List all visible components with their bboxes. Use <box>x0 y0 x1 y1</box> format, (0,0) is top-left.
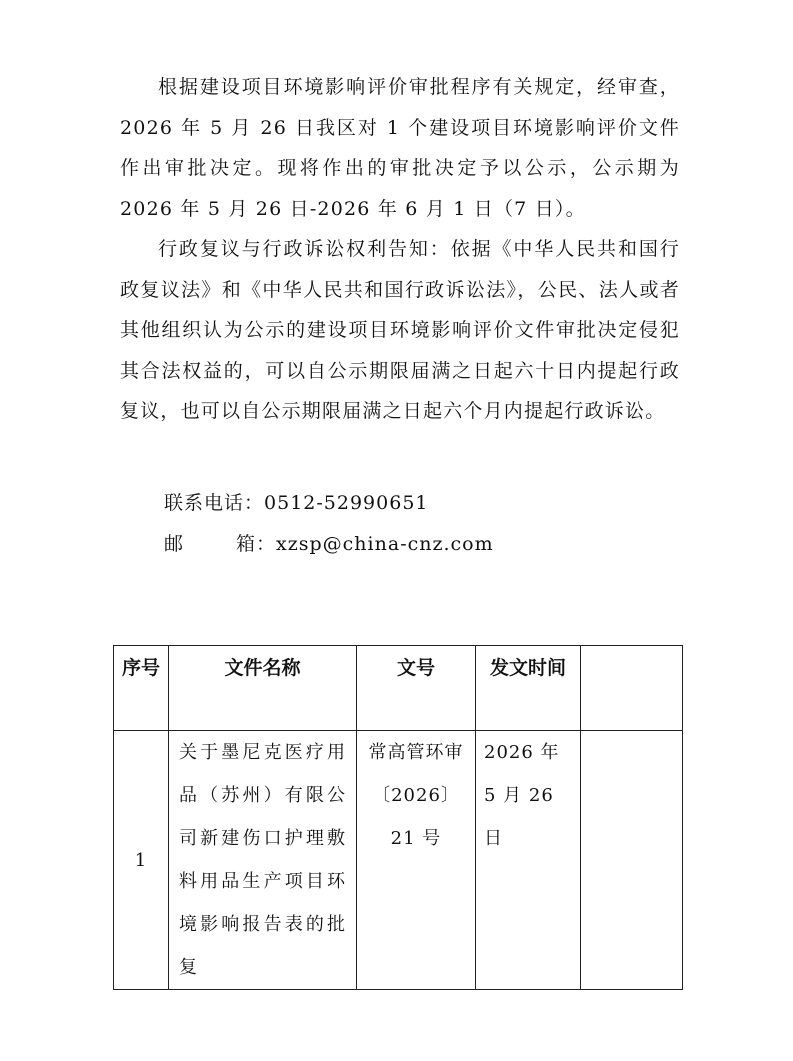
notice-paragraph-approval: 根据建设项目环境影响评价审批程序有关规定，经审查，2026 年 5 月 26 日我区对 1 个建设项目环境影响评价文件作出审批决定。现将作出的审批决定予以公示，公示期为 2026 年 5 月 26 日-2026 年 6 月 1 日（7 日）。 <box>120 76 680 220</box>
table-header-row <box>114 646 683 731</box>
contact-phone <box>164 483 429 523</box>
email-label-rest: 箱： <box>236 533 277 555</box>
header-file-name: 文件名称 <box>169 646 357 731</box>
table-row <box>114 731 683 990</box>
notice-paragraph-rights: 行政复议与行政诉讼权利告知：依据《中华人民共和国行政复议法》和《中华人民共和国行政诉讼法》，公民、法人或者其他组织认为公示的建设项目环境影响评价文件审批决定侵犯其合法权益的，可以自公示期限届满之日起六十日内提起行政复议，也可以自公示期限届满之日起六个月内提起行政诉讼。 <box>120 238 680 422</box>
cell-seq: 1 <box>114 731 169 990</box>
header-seq: 序号 <box>114 646 169 731</box>
phone-value: 0512-52990651 <box>264 492 429 514</box>
header-issue-date: 发文时间 <box>476 646 581 731</box>
phone-label: 联系电话： <box>164 492 265 514</box>
cell-file-name: 关于墨尼克医疗用品（苏州）有限公司新建伤口护理敷料用品生产项目环境影响报告表的批复 <box>169 731 357 990</box>
cell-doc-number: 常高管环审〔2026〕21 号 <box>357 731 476 990</box>
email-value: xzsp@china-cnz.com <box>276 533 494 555</box>
header-doc-number: 文号 <box>357 646 476 731</box>
cell-issue-date: 2026 年 5 月 26 日 <box>476 731 581 990</box>
approval-table <box>113 645 683 990</box>
email-label-first-char: 邮 <box>164 533 185 555</box>
header-empty <box>581 646 683 731</box>
cell-empty <box>581 731 683 990</box>
contact-email <box>164 524 494 564</box>
